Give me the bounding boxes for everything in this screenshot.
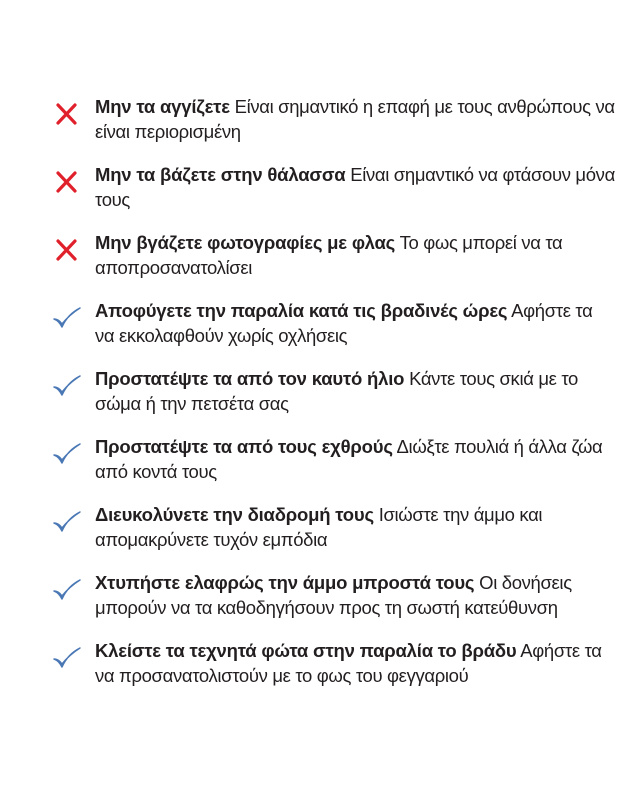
item-text xyxy=(95,162,615,212)
item-text xyxy=(95,298,615,348)
item-text xyxy=(95,94,615,144)
checkmark-icon xyxy=(50,642,82,674)
list-item xyxy=(0,296,637,364)
list-item xyxy=(0,228,637,296)
cross-icon xyxy=(50,166,82,198)
list-item xyxy=(0,432,637,500)
checkmark-icon xyxy=(50,574,82,606)
checkmark-icon xyxy=(50,370,82,402)
list-item xyxy=(0,92,637,160)
item-title: Προστατέψτε τα από τον καυτό ήλιο xyxy=(95,368,405,389)
cross-icon xyxy=(50,98,82,130)
item-description: Αφήστε τα να εκκολαφθούν χωρίς οχλήσεις xyxy=(95,300,593,346)
item-description: Κάντε τους σκιά με το σώμα ή την πετσέτα σας xyxy=(95,368,578,414)
item-description: Είναι σημαντικό η επαφή με τους ανθρώπους να είναι περιορισμένη xyxy=(95,96,615,142)
item-description: Οι δονήσεις μπορούν να τα καθοδηγήσουν προς τη σωστή κατεύθυνση xyxy=(95,572,572,618)
item-title: Μην τα βάζετε στην θάλασσα xyxy=(95,164,346,185)
item-text xyxy=(95,434,615,484)
item-text xyxy=(95,230,615,280)
item-title: Κλείστε τα τεχνητά φώτα στην παραλία το βράδυ xyxy=(95,640,517,661)
item-description: Είναι σημαντικό να φτάσουν μόνα τους xyxy=(95,164,615,210)
item-title: Χτυπήστε ελαφρώς την άμμο μπροστά τους xyxy=(95,572,475,593)
list-item xyxy=(0,568,637,636)
list-item xyxy=(0,364,637,432)
checkmark-icon xyxy=(50,302,82,334)
item-text xyxy=(95,638,615,688)
item-description: Διώξτε πουλιά ή άλλα ζώα από κοντά τους xyxy=(95,436,603,482)
checkmark-icon xyxy=(50,438,82,470)
item-title: Προστατέψτε τα από τους εχθρούς xyxy=(95,436,393,457)
item-description: Αφήστε τα να προσανατολιστούν με το φως του φεγγαριού xyxy=(95,640,602,686)
list-item xyxy=(0,500,637,568)
list-item xyxy=(0,160,637,228)
item-description: Το φως μπορεί να τα αποπροσανατολίσει xyxy=(95,232,563,278)
cross-icon xyxy=(50,234,82,266)
item-text xyxy=(95,366,615,416)
item-title: Μην βγάζετε φωτογραφίες με φλας xyxy=(95,232,396,253)
item-title: Μην τα αγγίζετε xyxy=(95,96,230,117)
item-title: Διευκολύνετε την διαδρομή τους xyxy=(95,504,374,525)
item-description: Ισιώστε την άμμο και απομακρύνετε τυχόν εμπόδια xyxy=(95,504,543,550)
item-title: Αποφύγετε την παραλία κατά τις βραδινές ώρες xyxy=(95,300,508,321)
list-item xyxy=(0,636,637,704)
guidelines-list xyxy=(0,92,637,704)
checkmark-icon xyxy=(50,506,82,538)
item-text xyxy=(95,502,615,552)
item-text xyxy=(95,570,615,620)
